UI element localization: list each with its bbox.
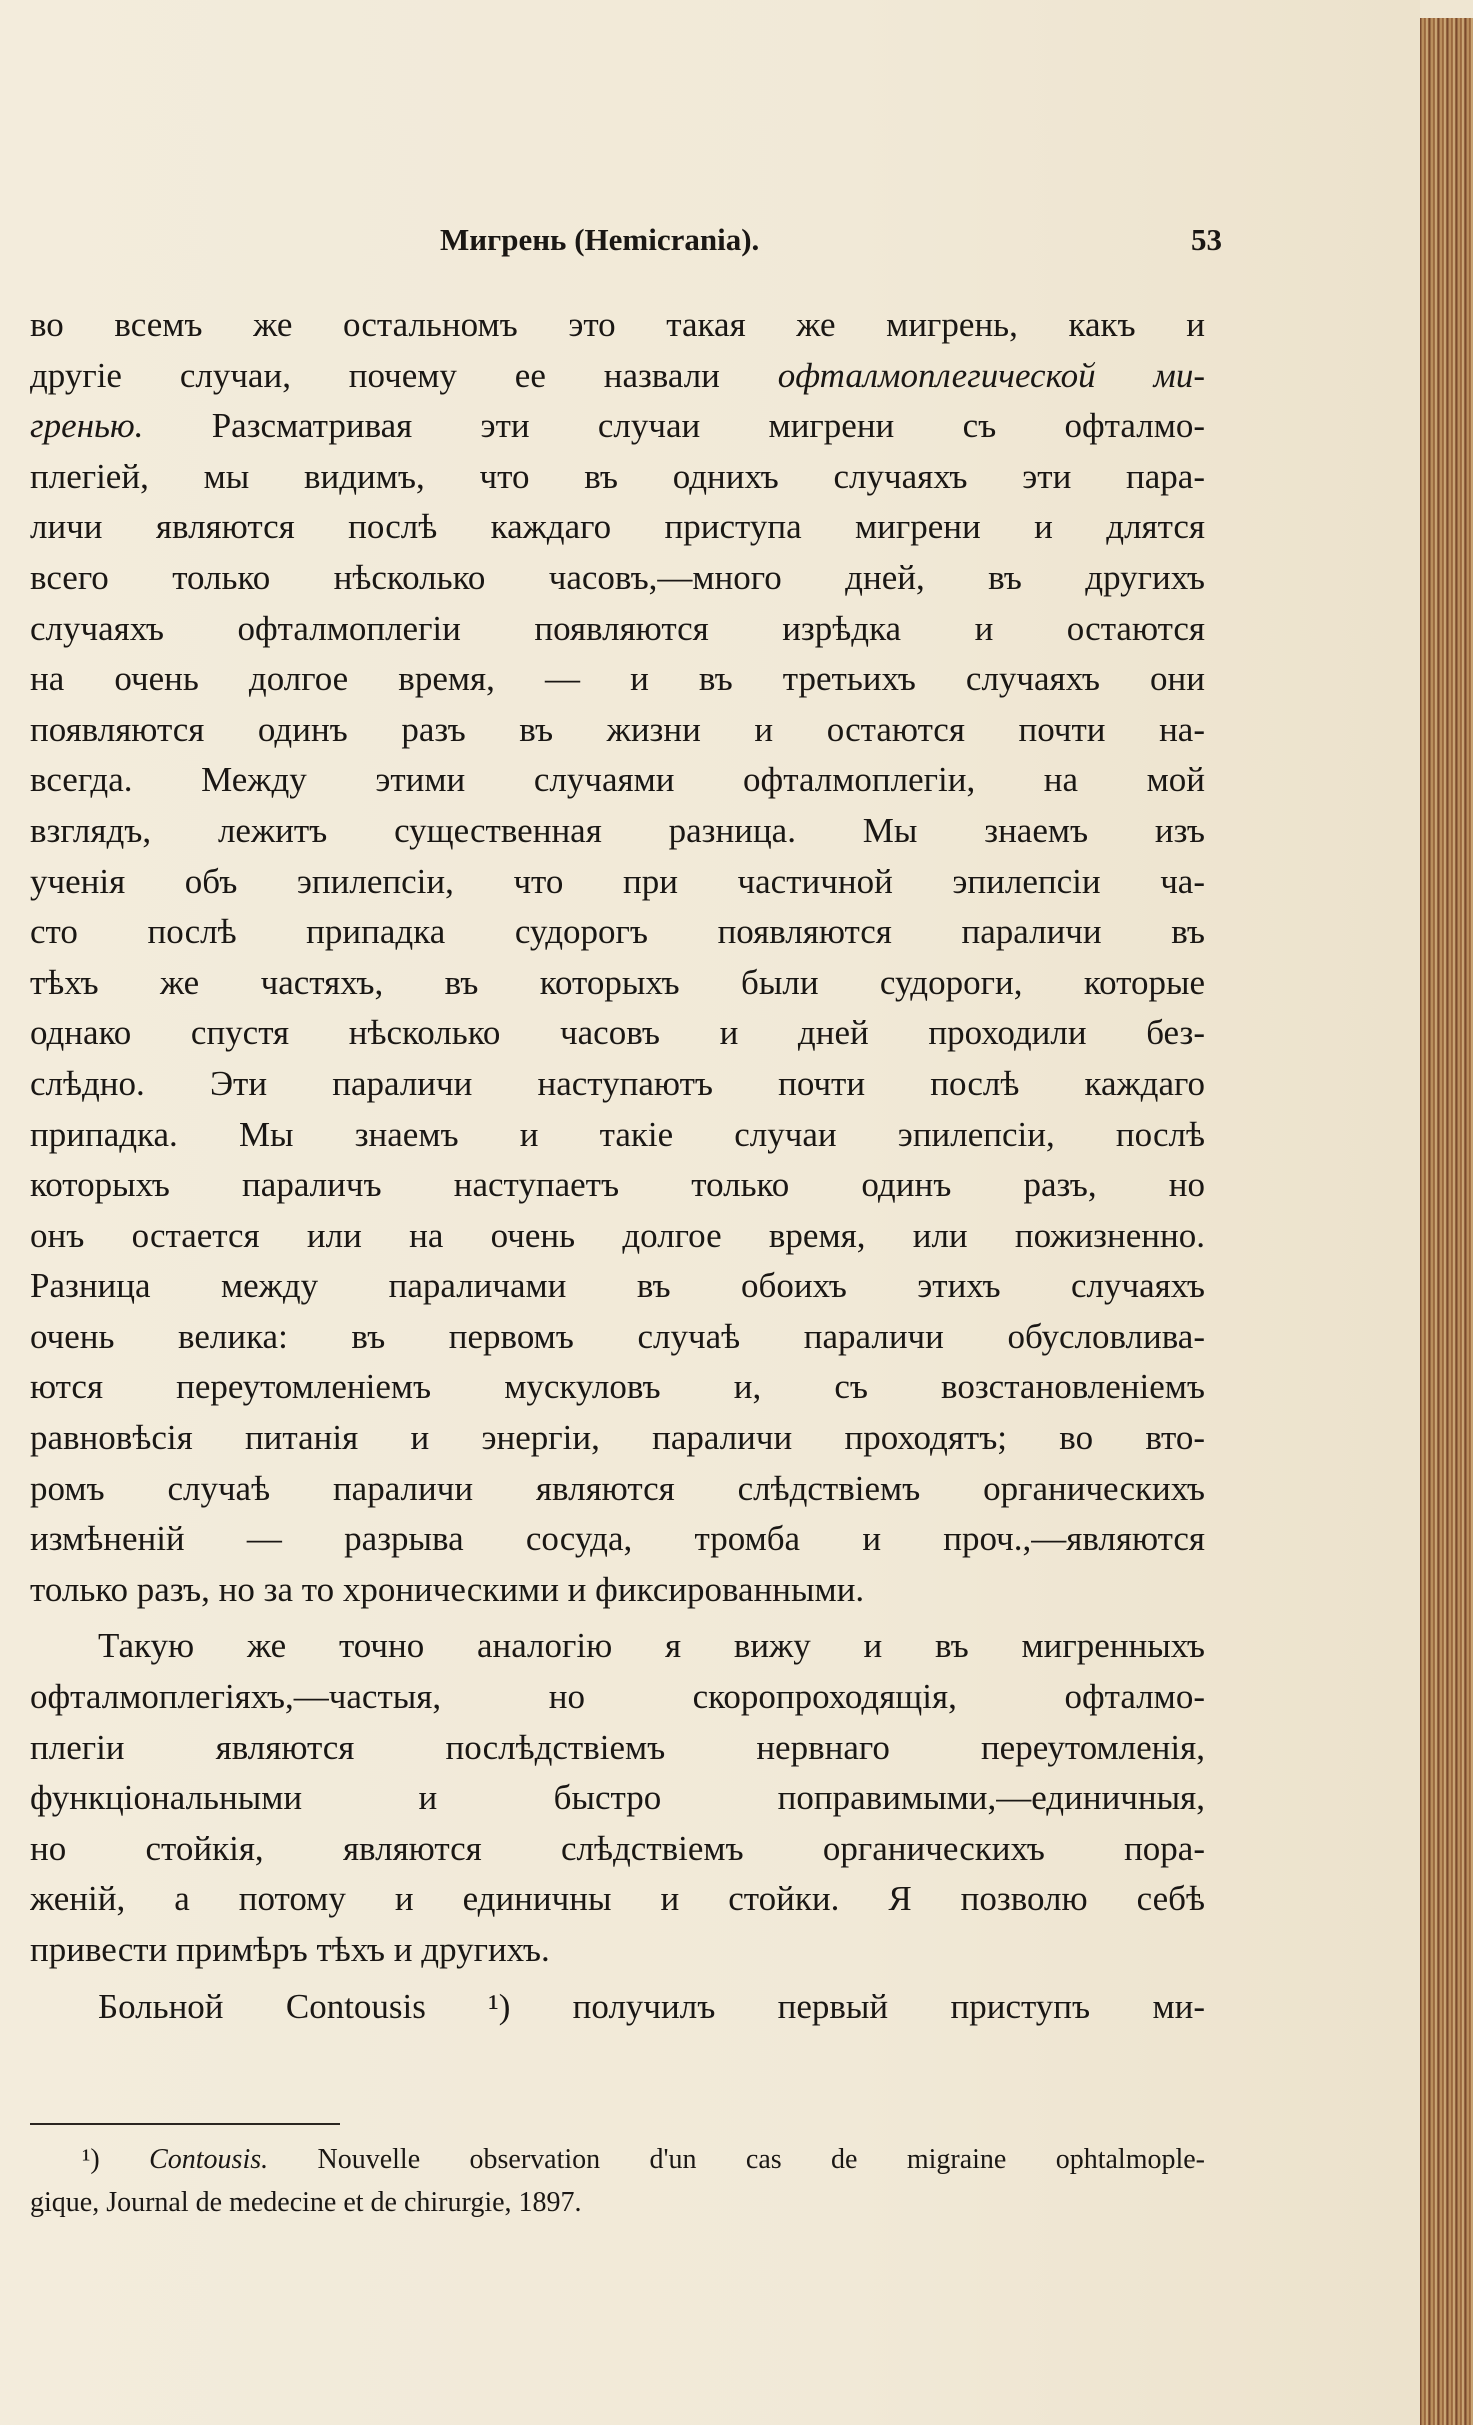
text-line: измѣненій — разрыва сосуда, тромба и проч.,—являются xyxy=(30,1519,1205,1559)
text-line: плегіей, мы видимъ, что въ однихъ случаяхъ эти пара- xyxy=(30,456,1205,496)
text-line: Больной Contousis ¹) получилъ первый приступъ ми- xyxy=(98,1986,1205,2026)
text-line: личи являются послѣ каждаго приступа мигрени и длятся xyxy=(30,507,1205,547)
text-line: всего только нѣсколько часовъ,—много дней, въ другихъ xyxy=(30,557,1205,597)
text-line: появляются одинъ разъ въ жизни и остаются почти на- xyxy=(30,709,1205,749)
text-line: функціональными и быстро поправимыми,—единичныя, xyxy=(30,1778,1205,1818)
text-line: другіе случаи, почему ее назвали офталмоплегической ми- xyxy=(30,355,1205,395)
text-line: офталмоплегіяхъ,—частыя, но скоропроходящія, офталмо- xyxy=(30,1677,1205,1717)
text-line: но стойкія, являются слѣдствіемъ органическихъ пора- xyxy=(30,1828,1205,1868)
footnote-rule xyxy=(30,2123,340,2125)
text-line: взглядъ, лежитъ существенная разница. Мы знаемъ изъ xyxy=(30,810,1205,850)
text-line: которыхъ параличъ наступаетъ только одинъ разъ, но xyxy=(30,1165,1205,1205)
text-line: Разница между параличами въ обоихъ этихъ случаяхъ xyxy=(30,1266,1205,1306)
running-header xyxy=(440,222,1222,266)
text-line: очень велика: въ первомъ случаѣ параличи обусловлива- xyxy=(30,1316,1205,1356)
footnote-line: ¹) Contousis. Nouvelle observation d'un cas de migraine ophtalmople- xyxy=(82,2144,1206,2175)
text-line: женій, а потому и единичны и стойки. Я позволю себѣ xyxy=(30,1879,1205,1919)
text-line: только разъ, но за то хроническими и фиксированными. xyxy=(30,1569,865,1609)
text-line: однако спустя нѣсколько часовъ и дней проходили без- xyxy=(30,1013,1205,1053)
text-line: на очень долгое время, — и въ третьихъ случаяхъ они xyxy=(30,659,1205,699)
page-number: 53 xyxy=(1191,222,1222,257)
text-line: сто послѣ припадка судорогъ появляются параличи въ xyxy=(30,912,1205,952)
footnote-line: gique, Journal de medecine et de chirurgie, 1897. xyxy=(30,2187,582,2218)
italic-term: офталмоплегической ми- xyxy=(777,355,1205,395)
text-line: всегда. Между этими случаями офталмоплегіи, на мой xyxy=(30,760,1205,800)
text-line: случаяхъ офталмоплегіи появляются изрѣдка и остаются xyxy=(30,608,1205,648)
text-line: слѣдно. Эти параличи наступаютъ почти послѣ каждаго xyxy=(30,1063,1205,1103)
text-line: во всемъ же остальномъ это такая же мигрень, какъ и xyxy=(30,305,1205,344)
text-line: равновѣсія питанія и энергіи, параличи проходятъ; во вто- xyxy=(30,1418,1205,1458)
text-line: ромъ случаѣ параличи являются слѣдствіемъ органическихъ xyxy=(30,1468,1205,1508)
italic-term: гренью. xyxy=(30,406,144,446)
book-edge xyxy=(1420,18,1473,2425)
text-line: Такую же точно аналогію я вижу и въ мигренныхъ xyxy=(98,1626,1205,1666)
text-line: ются переутомленіемъ мускуловъ и, съ возстановленіемъ xyxy=(30,1367,1205,1407)
body-text xyxy=(30,300,1205,2032)
text-line: тѣхъ же частяхъ, въ которыхъ были судороги, которые xyxy=(30,962,1205,1002)
text-line: гренью. Разсматривая эти случаи мигрени съ офталмо- xyxy=(30,406,1205,446)
text-line: припадка. Мы знаемъ и такіе случаи эпилепсіи, послѣ xyxy=(30,1114,1205,1154)
text-line: привести примѣръ тѣхъ и другихъ. xyxy=(30,1930,550,1969)
text-line: онъ остается или на очень долгое время, или пожизненно. xyxy=(30,1215,1205,1255)
header-title: Мигрень (Hemicrania). xyxy=(440,222,760,257)
footnote xyxy=(30,2138,1205,2224)
text-line: плегіи являются послѣдствіемъ нервнаго переутомленія, xyxy=(30,1727,1205,1767)
text-line: ученія объ эпилепсіи, что при частичной эпилепсіи ча- xyxy=(30,861,1205,901)
footnote-author: Contousis. xyxy=(149,2144,269,2175)
